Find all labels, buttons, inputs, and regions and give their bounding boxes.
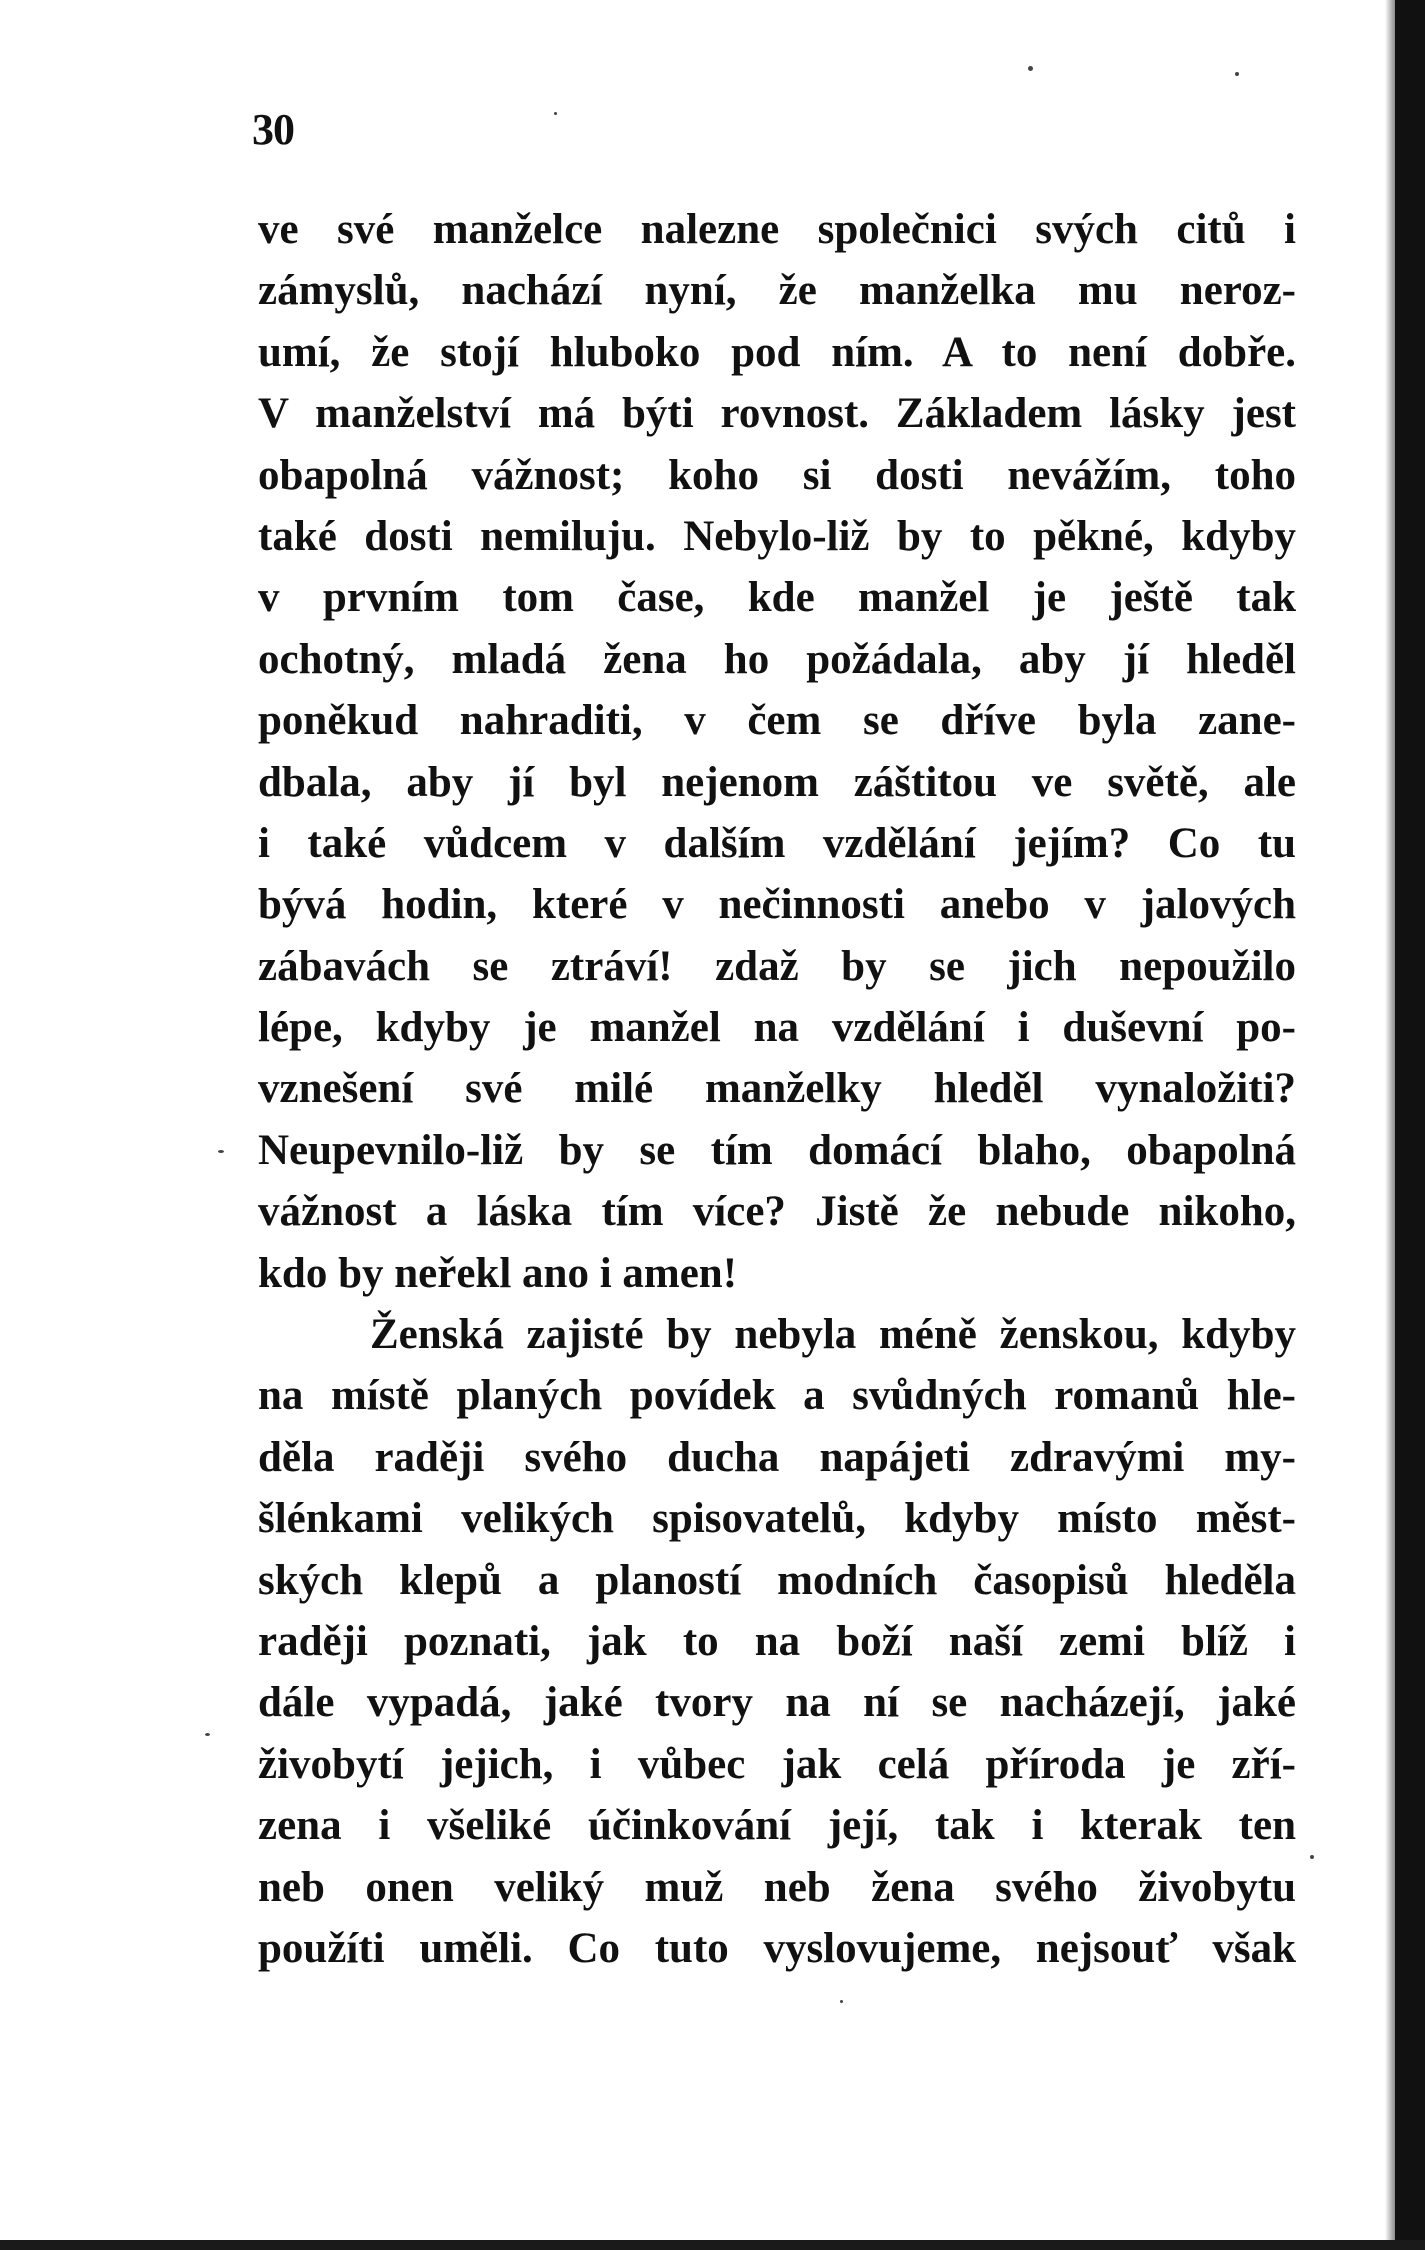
page-number: 30 <box>252 105 294 154</box>
scan-speck <box>554 112 557 115</box>
text-line: ve své manželce nalezne společnici svých citů i <box>258 206 1296 253</box>
scan-speck <box>1310 1855 1314 1859</box>
text-line: V manželství má býti rovnost. Základem lásky jest <box>258 390 1296 438</box>
text-line: ochotný, mladá žena ho požádala, aby jí hleděl <box>258 635 1296 683</box>
text-line: živobytí jejich, i vůbec jak celá příroda je zří- <box>258 1740 1296 1788</box>
text-line: dbala, aby jí byl nejenom záštitou ve světě, ale <box>258 758 1296 806</box>
text-line: zámyslů, nachází nyní, že manželka mu neroz- <box>258 267 1296 315</box>
scan-edge-right <box>1395 0 1425 2250</box>
scan-speck <box>1028 66 1033 71</box>
text-line: poněkud nahraditi, v čem se dříve byla zane- <box>258 697 1296 745</box>
text-line: děla raději svého ducha napájeti zdravými my- <box>258 1433 1296 1481</box>
scan-speck <box>205 1733 210 1736</box>
text-line: Neupevnilo-liž by se tím domácí blaho, obapolná <box>258 1126 1296 1174</box>
text-line: použíti uměli. Co tuto vyslovujeme, nejsouť však <box>258 1924 1296 1972</box>
text-line: obapolná vážnost; koho si dosti nevážím, toho <box>258 451 1296 499</box>
text-line: také dosti nemiluju. Nebylo-liž by to pěkné, kdyby <box>258 512 1296 560</box>
text-line: dále vypadá, jaké tvory na ní se nacházejí, jaké <box>258 1679 1296 1727</box>
text-line: raději poznati, jak to na boží naší zemi blíž i <box>258 1617 1296 1665</box>
text-line: zábavách se ztráví! zdaž by se jich nepoužilo <box>258 942 1296 990</box>
text-line: vznešení své milé manželky hleděl vynaložiti? <box>258 1065 1296 1113</box>
scan-edge-bottom <box>0 2240 1425 2250</box>
text-line: lépe, kdyby je manžel na vzdělání i duševní po- <box>258 1004 1296 1052</box>
scan-speck <box>1235 72 1239 76</box>
text-line: ských klepů a plaností modních časopisů hleděla <box>258 1556 1296 1604</box>
text-line: na místě planých povídek a svůdných romanů hle- <box>258 1372 1296 1420</box>
text-line: zena i všeliké účinkování její, tak i kterak ten <box>258 1802 1296 1850</box>
scan-speck <box>840 2000 843 2003</box>
scan-speck <box>218 1150 224 1153</box>
paragraph-end-line: kdo by neřekl ano i amen! <box>258 1249 738 1297</box>
text-line: umí, že stojí hluboko pod ním. A to není dobře. <box>258 328 1296 376</box>
body-text <box>258 199 1296 1979</box>
text-line: v prvním tom čase, kde manžel je ještě tak <box>258 574 1296 622</box>
paragraph-start-line: Ženská zajisté by nebyla méně ženskou, kdyby <box>370 1311 1296 1359</box>
text-line: bývá hodin, které v nečinnosti anebo v jalových <box>258 881 1296 929</box>
text-line: i také vůdcem v dalším vzdělání jejím? Co tu <box>258 819 1296 867</box>
text-line: šlénkami velikých spisovatelů, kdyby místo měst- <box>258 1495 1296 1543</box>
text-line: neb onen veliký muž neb žena svého živobytu <box>258 1863 1296 1911</box>
text-line: vážnost a láska tím více? Jistě že nebude nikoho, <box>258 1188 1296 1236</box>
scan-edge-shadow <box>1385 0 1395 2250</box>
